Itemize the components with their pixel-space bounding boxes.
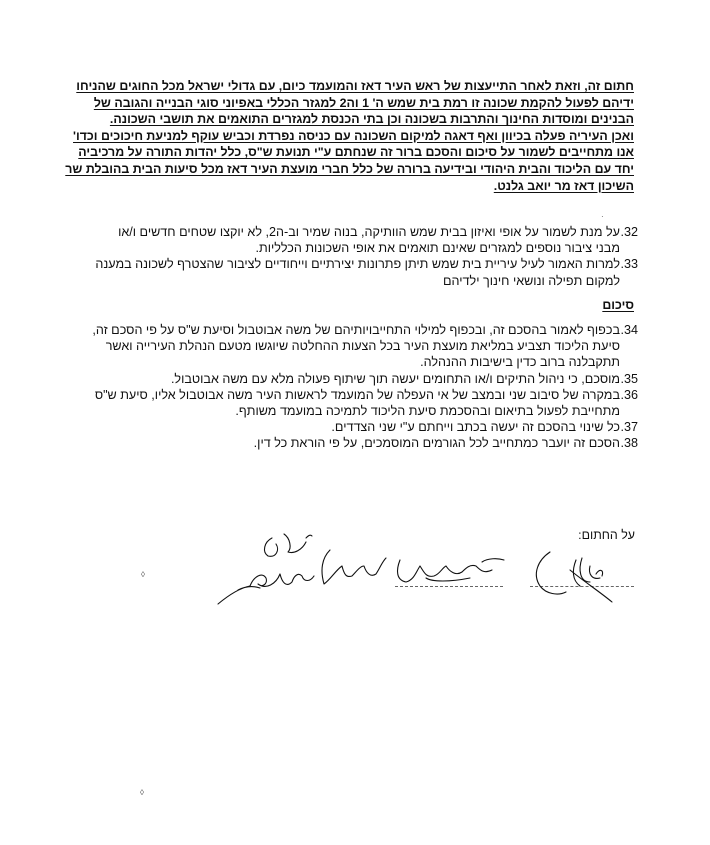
clause-35 — [90, 371, 638, 387]
clause-line: הסכם זה יועבר כמתחייב לכל הגורמים המוסמכים, על פי הוראת כל דין. — [253, 436, 620, 451]
clause-number: 34. — [620, 323, 638, 337]
clause-line: למרות האמור לעיל עיריית בית שמש תיתן פתרונות יצירתיים וייחודיים לציבור שהצטרף לשכונה במענה — [95, 257, 620, 272]
clause-line: בכפוף לאמור בהסכם זה, ובכפוף למילוי התחייבויותיהם של משה אבוטבול וסיעת ש"ס על פי הסכם זה, — [92, 323, 620, 337]
clause-number: 36. — [620, 387, 638, 402]
intro-line: יחד עם הליכוד והבית היהודי ובידיעה ברורה של כלל חברי מועצת העיר דאז מכל סיעות הבית בהובלת שר — [65, 161, 634, 176]
signature-2 — [398, 559, 504, 582]
clause-line: מתחייבת לפעול בתיאום ובהסכמת סיעת הליכוד לתמיכה במועמד משותף. — [235, 404, 620, 419]
intro-line: חתום זה, וזאת לאחר התייעצות של ראש העיר דאז והמועמד כיום, עם גדולי ישראל מכל החוגים שהניחו — [76, 79, 634, 93]
intro-paragraph — [65, 78, 634, 194]
intro-line: אנו מתחייבים לשמור על סיכום והסכם ברור זה שנחתם ע"י תנועת ש"ס, כלל יהדות התורה על מרכיביה — [78, 145, 634, 160]
signature-3 — [322, 550, 386, 584]
clause-line: במקרה של סיבוב שני ובמצב של אי העפלה של המועמד לראשות העיר משה אבוטבול אליו, סיעת ש"ס — [94, 387, 620, 402]
intro-line: ואכן העיריה פעלה בכיוון ואף דאגה למיקום השכונה עם כניסה נפרדת וכביש עוקף למניעת חיכוכים וכדו' — [73, 128, 634, 143]
intro-line: הבנינים ומוסדות החינוך והתרבות בשכונה וכן בתי הכנסת למגזרים התואמים את תושבי השכונה. — [109, 112, 634, 127]
clause-line: למקום תפילה ונושאי חינוך ילדיהם — [443, 273, 620, 288]
clause-34 — [90, 322, 638, 371]
clause-number: 32. — [620, 225, 638, 239]
signature-4 — [265, 534, 312, 556]
clause-33 — [90, 256, 638, 288]
clause-line: תתקבלנה ברוב כדין בישיבות ההנהלה. — [420, 355, 620, 370]
clause-32 — [90, 224, 638, 256]
clause-number: 33. — [620, 257, 638, 272]
clauses-list-a — [90, 224, 638, 289]
clause-number: 35. — [620, 371, 638, 386]
clause-36 — [90, 387, 638, 419]
scan-speck: ◊ — [141, 570, 145, 579]
signature-1 — [536, 552, 566, 594]
clause-38 — [90, 435, 638, 451]
intro-line: ידיהם לפעול להקמת שכונה זו רמת בית שמש ה' 1 וה2 למגזר הכללי באפיוני סוגי הבנייה והגובה של — [93, 95, 634, 110]
clause-line: על מנת לשמור על אופי ואיזון בבית שמש הוותיקה, בנוה שמיר וב-ה2, לא יוקצו שטחים חדשים ו/או — [118, 225, 620, 239]
clause-37 — [90, 419, 638, 435]
clause-line: סיעת הליכוד תצביע במליאת מועצת העיר בכל הצעות ההחלטה שיוגשו מטעם הנהלת העירייה ואשר — [105, 339, 620, 354]
clause-number: 38. — [620, 436, 638, 451]
signature-area — [210, 530, 640, 610]
scan-speck: ◊ — [140, 788, 144, 797]
clauses-list-b — [90, 322, 638, 452]
intro-line: השיכון דאז מר יואב גלנט. — [493, 178, 634, 193]
scan-speck: · — [601, 212, 604, 221]
clause-line: מוסכם, כי ניהול התיקים ו/או התחומים יעשה תוך שיתוף פעולה מלא עם משה אבוטבול. — [170, 371, 620, 386]
clause-line: מבני ציבור נוספים למגזרים שאינם תואמים את אופי השכונות הכלליות. — [255, 241, 620, 256]
section-title-summary: סיכום — [602, 298, 634, 312]
clause-line: כל שינוי בהסכם זה יעשה בכתב וייחתם ע"י שני הצדדים. — [331, 420, 620, 435]
signatures-svg — [210, 530, 640, 610]
signature-label: על החתום: — [578, 528, 635, 542]
clause-number: 37. — [620, 420, 638, 435]
